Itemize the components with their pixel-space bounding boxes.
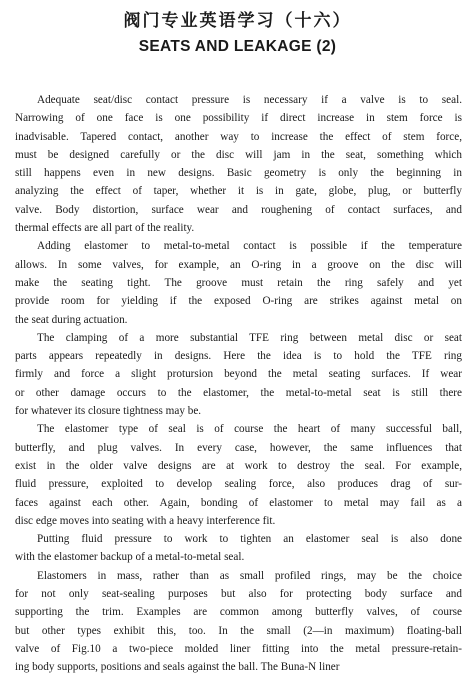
page-title: 阀门专业英语学习（十六） [123, 11, 352, 31]
text-line: inadvisable. Tapered contact, another way to increase the effect of stem force, [15, 130, 462, 143]
text-line: or other damage occurs to the elastomer, the metal-to-metal seat is still there [15, 386, 462, 399]
text-line: for not only seat-sealing purposes but also for protecting body surface and [15, 588, 462, 601]
text-line: firmly and force a slight protursion beyond the metal seating surfaces. If wear [15, 368, 462, 381]
text-line: but other types exhibit this, too. In the small (2—in maximum) floating-ball [15, 624, 462, 637]
text-line: allows. In some valves, for example, an O-ring in a groove on the disc will [15, 258, 462, 271]
text-line: butterfly, and plug valves. In every case, however, the same influences that [15, 441, 462, 454]
text-line: provide room for yielding if the exposed O-ring are strikes against metal on [15, 295, 462, 308]
text-line: valve of Fig.10 a two-piece molded liner fitting into the metal pressure-retain- [15, 642, 462, 655]
text-line: for whatever its closure tightness may be. [15, 405, 202, 418]
text-line: The elastomer type of seal is of course the heart of many successful ball, [37, 423, 462, 436]
text-line: Narrowing of one face is one possibility if direct increase in stem force is [15, 112, 462, 125]
text-line: Elastomers in mass, rather than as small profiled rings, may be the choice [37, 569, 462, 582]
text-line: the seat during actuation. [15, 313, 128, 326]
text-line: make the seating tight. The groove must retain the ring safely and yet [15, 276, 462, 289]
article-body [15, 91, 462, 677]
text-line: Putting fluid pressure to work to tighten an elastomer seal is also done [37, 533, 462, 546]
text-line: fluid pressure, exploited to develop sealing force, also produces drag of sur- [15, 478, 462, 491]
text-line: The clamping of a more substantial TFE ring between metal disc or seat [37, 331, 462, 344]
text-line: Adding elastomer to metal-to-metal contact is possible if the temperature [37, 240, 462, 253]
text-line: must be designed carefully or the disc will jam in the seat, something which [15, 148, 462, 161]
text-line: still happens even in new designs. Basic geometry is only the beginning in [15, 167, 462, 180]
text-line: with the elastomer backup of a metal-to-metal seal. [15, 551, 245, 564]
text-line: disc edge moves into seating with a heavy interference fit. [15, 514, 276, 527]
text-line: supporting the trim. Examples are common among butterfly valves, of course [15, 606, 462, 619]
text-line: Adequate seat/disc contact pressure is necessary if a valve is to seal. [37, 94, 462, 106]
text-line: parts appears repeatedly in designs. Here the idea is to hold the TFE ring [15, 350, 462, 363]
text-line: valve. Body distortion, surface wear and roughening of contact surfaces, and [15, 203, 462, 216]
text-line: ing body supports, positions and seals against the ball. The Buna-N liner [15, 661, 340, 674]
text-line: faces against each other. Again, bonding of elastomer to metal may fail as a [15, 496, 462, 509]
text-line: exist in the older valve designs are at work to destroy the seal. For example, [15, 459, 462, 472]
page-subtitle: SEATS AND LEAKAGE (2) [138, 38, 337, 55]
text-line: thermal effects are all part of the reality. [15, 222, 195, 235]
text-line: analyzing the effect of taper, whether it is in gate, globe, plug, or butterfly [15, 185, 462, 198]
